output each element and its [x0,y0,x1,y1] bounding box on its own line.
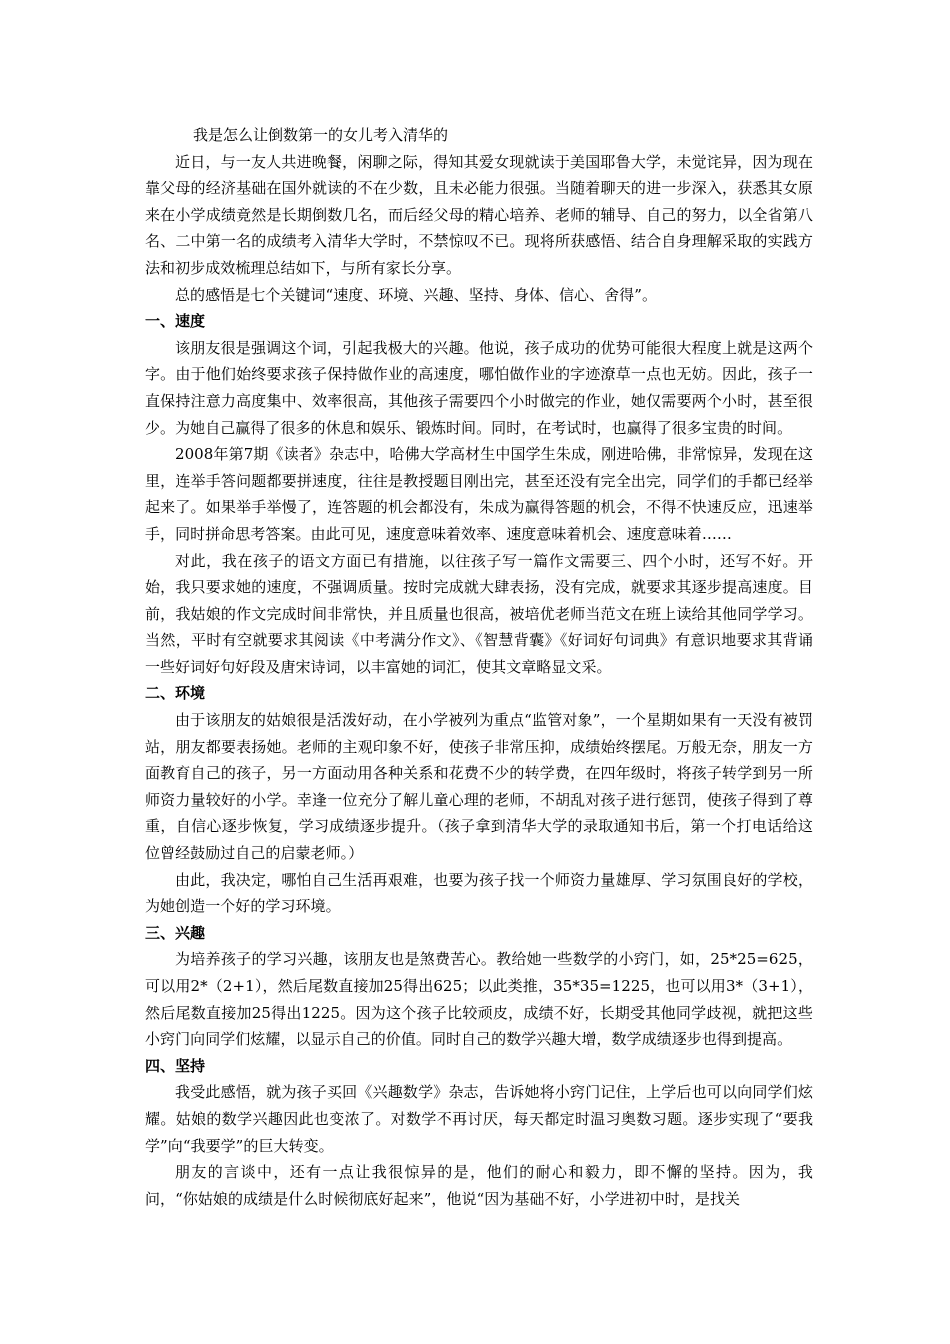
section-heading-environment: 二、环境 [145,684,206,703]
persistence-paragraph-1: 我受此感悟，就为孩子买回《兴趣数学》杂志，告诉她将小窍门记住，上学后也可以向同学们炫耀。姑娘的数学兴趣因此也变浓了。对数学不再讨厌，每天都定时温习奥数习题。逐步实现了“要我学”向“我要学”的巨大转变。 [145,1083,813,1155]
document-page [145,122,813,1212]
speed-paragraph-2: 2008年第7期《读者》杂志中，哈佛大学高材生中国学生朱成，刚进哈佛，非常惊异，发现在这里，连举手答问题都要拼速度，往往是教授题目刚出完，甚至还没有完全出完，同学们的手都已经举起来了。如果举手举慢了，连答题的机会都没有，朱成为赢得答题的机会，不得不快速反应，迅速举手，同时拼命思考答案。由此可见，速度意味着效率、速度意味着机会、速度意味着…… [145,445,813,543]
section-heading-interest: 三、兴趣 [145,923,206,942]
interest-paragraph-1: 为培养孩子的学习兴趣，该朋友也是煞费苦心。教给她一些数学的小窍门，如，25*25=625，可以用2*（2+1），然后尾数直接加25得出625；以此类推，35*35=1225，也可以用3*（3+1），然后尾数直接加25得出1225。因为这个孩子比较顽皮，成绩不好，长期受其他同学歧视，就把这些小窍门向同学们炫耀，以显示自己的价值。同时自己的数学兴趣大增，数学成绩逐步也得到提高。 [145,950,813,1049]
section-heading-speed: 一、速度 [145,312,206,331]
summary-paragraph: 总的感悟是七个关键词“速度、环境、兴趣、坚持、身体、信心、舍得”。 [175,285,657,304]
document-title: 我是怎么让倒数第一的女儿考入清华的 [193,126,449,144]
section-heading-persistence: 四、坚持 [145,1056,206,1075]
environment-paragraph-2: 由此，我决定，哪怕自己生活再艰难，也要为孩子找一个师资力量雄厚、学习氛围良好的学校，为她创造一个好的学习环境。 [145,870,813,916]
persistence-paragraph-2: 朋友的言谈中，还有一点让我很惊异的是，他们的耐心和毅力，即不懈的坚持。因为，我问，“你姑娘的成绩是什么时候彻底好起来”，他说“因为基础不好，小学进初中时，是找关 [145,1163,813,1208]
environment-paragraph-1: 由于该朋友的姑娘很是活泼好动，在小学被列为重点“监管对象”，一个星期如果有一天没有被罚站，朋友都要表扬她。老师的主观印象不好，使孩子非常压抑，成绩始终摆尾。万般无奈，朋友一方面教育自己的孩子，另一方面动用各种关系和花费不少的转学费，在四年级时，将孩子转学到另一所师资力量较好的小学。幸逢一位充分了解儿童心理的老师，不胡乱对孩子进行惩罚，使孩子得到了尊重，自信心逐步恢复，学习成绩逐步提升。（孩子拿到清华大学的录取通知书后，第一个打电话给这位曾经鼓励过自己的启蒙老师。） [145,711,813,863]
speed-paragraph-3: 对此，我在孩子的语文方面已有措施，以往孩子写一篇作文需要三、四个小时，还写不好。开始，我只要求她的速度，不强调质量。按时完成就大肆表扬，没有完成，就要求其逐步提高速度。目前，我姑娘的作文完成时间非常快，并且质量也很高，被培优老师当范文在班上读给其他同学学习。当然，平时有空就要求其阅读《中考满分作文》、《智慧背囊》《好词好句词典》有意识地要求其背诵一些好词好句好段及唐宋诗词，以丰富她的词汇，使其文章略显文采。 [145,551,813,676]
speed-paragraph-1: 该朋友很是强调这个词，引起我极大的兴趣。他说，孩子成功的优势可能很大程度上就是这两个字。由于他们始终要求孩子保持做作业的高速度，哪怕做作业的字迹潦草一点也无妨。因此，孩子一直保持注意力高度集中、效率很高，其他孩子需要四个小时做完的作业，她仅需要两个小时，甚至很少。为她自己赢得了很多的休息和娱乐、锻炼时间。同时，在考试时，也赢得了很多宝贵的时间。 [145,338,813,437]
intro-paragraph: 近日，与一友人共进晚餐，闲聊之际，得知其爱女现就读于美国耶鲁大学，未觉诧异，因为现在靠父母的经济基础在国外就读的不在少数，且未必能力很强。当随着聊天的进一步深入，获悉其女原来在小学成绩竟然是长期倒数几名，而后经父母的精心培养、老师的辅导、自己的努力，以全省第八名、二中第一名的成绩考入清华大学时，不禁惊叹不已。现将所获感悟、结合自身理解采取的实践方法和初步成效梳理总结如下，与所有家长分享。 [145,152,813,277]
